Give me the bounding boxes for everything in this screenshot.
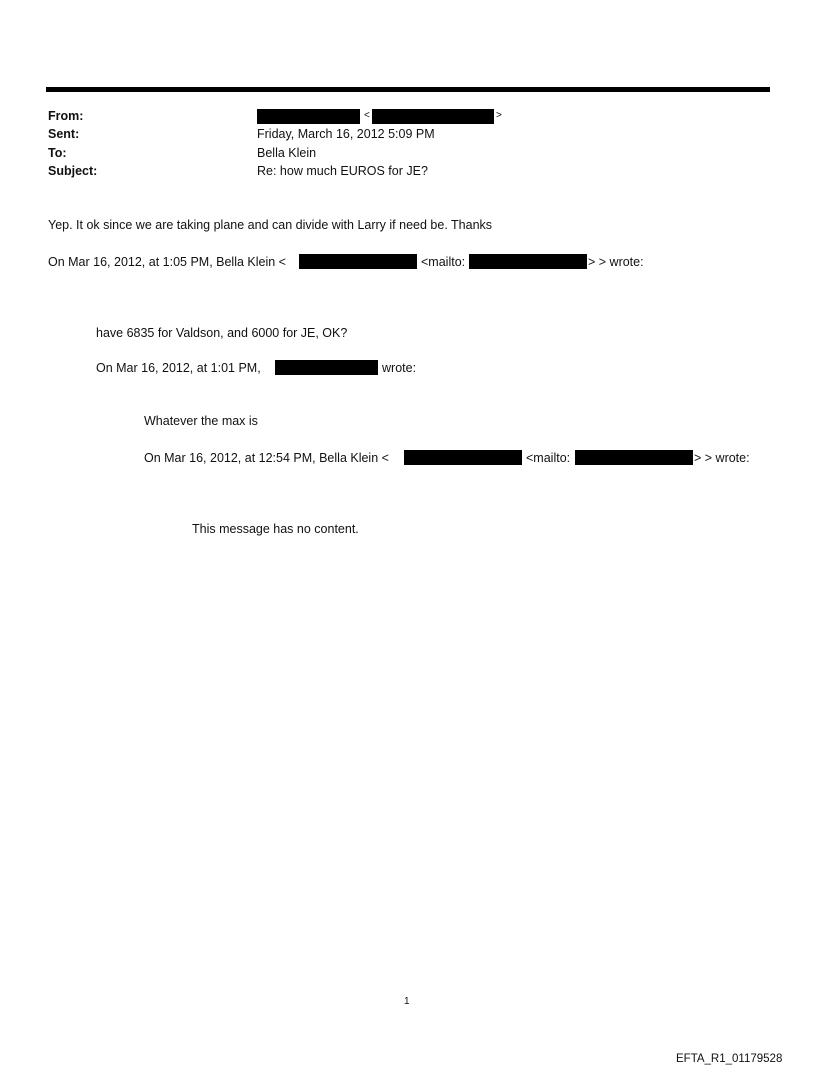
redaction-quote1-email xyxy=(299,254,417,269)
sent-label: Sent: xyxy=(48,127,80,141)
page-number: 1 xyxy=(404,996,410,1007)
redaction-from-name xyxy=(257,109,360,124)
quote1-prefix: On Mar 16, 2012, at 1:05 PM, Bella Klein < xyxy=(48,255,286,269)
quote1-suffix: > > wrote: xyxy=(588,255,644,269)
header-rule xyxy=(46,87,770,92)
from-label: From: xyxy=(48,109,84,123)
to-value: Bella Klein xyxy=(257,146,317,160)
redaction-quote3-mailto xyxy=(575,450,693,465)
quote2-prefix: On Mar 16, 2012, at 1:01 PM, xyxy=(96,361,261,375)
msg3-text: Whatever the max is xyxy=(144,414,258,428)
quote3-suffix: > > wrote: xyxy=(694,451,750,465)
document-id: EFTA_R1_01179528 xyxy=(676,1053,783,1065)
subject-label: Subject: xyxy=(48,164,98,178)
from-open-bracket: < xyxy=(364,110,370,121)
redaction-from-email xyxy=(372,109,494,124)
subject-value: Re: how much EUROS for JE? xyxy=(257,164,428,178)
redaction-quote1-mailto xyxy=(469,254,587,269)
redaction-quote3-email xyxy=(404,450,522,465)
msg4-text: This message has no content. xyxy=(192,522,359,536)
sent-value: Friday, March 16, 2012 5:09 PM xyxy=(257,127,435,141)
quote3-mailto: <mailto: xyxy=(526,451,571,465)
msg2-text: have 6835 for Valdson, and 6000 for JE, OK? xyxy=(96,326,348,340)
quote1-mailto: <mailto: xyxy=(421,255,466,269)
redaction-quote2-name xyxy=(275,360,378,375)
quote2-suffix: wrote: xyxy=(382,361,417,375)
to-label: To: xyxy=(48,146,67,160)
reply-text: Yep. It ok since we are taking plane and can divide with Larry if need be. Thanks xyxy=(48,218,493,232)
quote3-prefix: On Mar 16, 2012, at 12:54 PM, Bella Klein < xyxy=(144,451,389,465)
from-close-bracket: > xyxy=(496,110,502,121)
